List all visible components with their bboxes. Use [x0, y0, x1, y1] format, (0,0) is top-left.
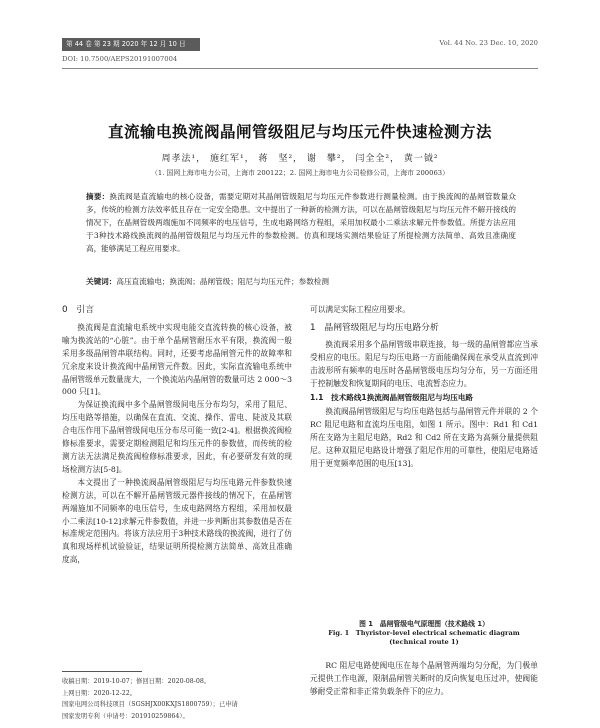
footnote-fund-1: 国家电网公司科技项目（SGSHJX00KXJS1800759）；已申请: [62, 701, 238, 708]
paragraph-section1-1: 换流阀晶闸管级阻尼与均压电路包括与晶闸管元件并联的 2 个 RC 阻尼电路和直流均压电阻，如图 1 所示。图中：Rd1 和 Cd1 所在支路为主阻尼电路，Rd2 和 Cd2 所在支路为高频分量提供阻尼。这种双阻尼电路设计增强了阻尼作用的可靠性，使阻尼电路适用于更宽频率范围的电压[13]。: [310, 407, 538, 468]
author-list: 周孝法¹， 施红军¹， 蒋 坚²， 谢 攀²， 闫全全²， 黄一钺²: [161, 154, 439, 164]
figure-1-caption-en: Fig. 1 Thyristor-level electrical schematic diagram (technical route 1): [328, 629, 520, 646]
affiliation: （1. 国网上海市电力公司，上海市 200122；2. 国网上海市电力公司检修公司，上海市 200063）: [151, 169, 449, 177]
keywords-label: 关键词：: [86, 277, 117, 286]
paragraph-intro-1: 换流阀是直流输电系统中实现电能交直流转换的核心设备，被喻为换流站的“心脏”。由于单个晶闸管耐压水平有限，换流阀一般采用多级晶闸管串联结构。同时，还要考虑晶闸管元件的故障率和冗余度来设计换流阀中晶闸管元件数。因此，实际直流输电系统中晶闸管级单元数量庞大，一个换流站内晶闸管的数量可达 2 000～3 000 只[1]。: [62, 322, 292, 397]
section-1-heading: 1 晶闸管级阻尼与均压电路分析: [310, 322, 439, 333]
footnotes: [62, 676, 297, 722]
abstract-label: 摘要：: [86, 192, 110, 201]
footnote-divider: [62, 671, 142, 672]
footnote-online: 上网日期：2020-12-22。: [62, 689, 137, 697]
doi-text: DOI: 10.7500/AEPS20191007004: [62, 55, 178, 63]
footnote-fund-2: 国家发明专利（申请号：201910259864）。: [62, 712, 189, 720]
left-column: [62, 304, 292, 567]
journal-issue-badge: 第 44 卷 第 23 期 2020 年 12 月 10 日: [62, 38, 200, 51]
keywords-text: 高压直流输电；换流阀；晶闸管级；阻尼与均压元件；参数检测: [116, 277, 329, 286]
keywords: [86, 275, 516, 288]
abstract: [86, 190, 516, 255]
paragraph-intro-3: 本文提出了一种换流阀晶闸管级阻尼与均压电路元件参数快速检测方法，可以在不解开晶闸管级元器件接线的情况下，在晶闸管两端施加不同频率的电压信号，生成电路网络方程组，采用加权最小二乘法[10-12]求解元件参数值，并进一步判断出其参数值是否在标准规定范围内。将该方法应用于3种技术路线的换流阀，进行了仿真和现场样机试验验证，结果证明所提检测方法简单、高效且准确度高，: [62, 477, 292, 565]
figure-1-area: [318, 430, 530, 608]
figure-1-caption-zh: 图 1 晶闸管级电气原理图（技术路线 1）: [359, 620, 489, 628]
paragraph-continued: 可以满足实际工程应用要求。: [310, 305, 410, 314]
section-1-1-heading: 1.1 技术路线1换流阀晶闸管级阻尼与均压电路: [310, 393, 474, 403]
section-0-heading: 0 引言: [62, 305, 94, 315]
paper-title: 直流输电换流阀晶闸管级阻尼与均压元件快速检测方法: [107, 123, 492, 141]
paragraph-section1-1-b: RC 阻尼电路使阀电压在每个晶闸管两端均匀分配，为门极单元提供工作电源，限制晶闸管关断时的反向恢复电压过冲，使阀能够耐受正常和非正常负载条件下的应力。: [310, 661, 538, 696]
journal-volume-info: Vol. 44 No. 23 Dec. 10, 2020: [439, 39, 538, 47]
paragraph-rc-damping: [310, 660, 538, 699]
abstract-text: 换流阀是直流输电的核心设备，需要定期对其晶闸管级阻尼与均压元件参数进行测量检测。由于换流阀的晶闸管数量众多，传统的检测方法效率低且存在一定安全隐患。文中提出了一种新的检测方法，可以在晶闸管级阻尼与均压元件不解开接线的情况下，在晶闸管级两端施加不同频率的电压信号，生成电路网络方程组，采用加权最小二乘法求解元件参数值。所提方法应用于3种技术路线换流阀的晶闸管级阻尼与均压元件的参数检测。仿真和现场实测结果验证了所提检测方法简单、高效且准确度高，能够满足工程应用要求。: [86, 192, 516, 253]
paragraph-section1: 换流阀采用多个晶闸管级串联连接，每一级的晶闸管都应当承受相应的电压。阻尼与均压电路一方面能确保阀在承受从直流到冲击波形所有频率的电压时各晶闸管级电压均匀分布，另一方面还用于控制触发和恢复期间的电压、电流暂态应力。: [310, 339, 538, 388]
paragraph-intro-2: 为保证换流阀中多个晶闸管级间电压分布均匀，采用了阻尼、均压电路等措施，以确保在直流、交流、操作、雷电、陡波及其联合电压作用下晶闸管级间电压分布尽可能一致[2-4]。根据换流阀检修标准要求，需要定期检测阻尼和均压元件的参数值，而传统的检测方法无法满足换流阀检修标准要求，因此，有必要研发有效的现场检测方法[5-8]。: [62, 400, 292, 474]
footnote-received: 收稿日期：2019-10-07；修回日期：2020-08-08。: [62, 678, 211, 685]
header-divider: [62, 68, 538, 69]
